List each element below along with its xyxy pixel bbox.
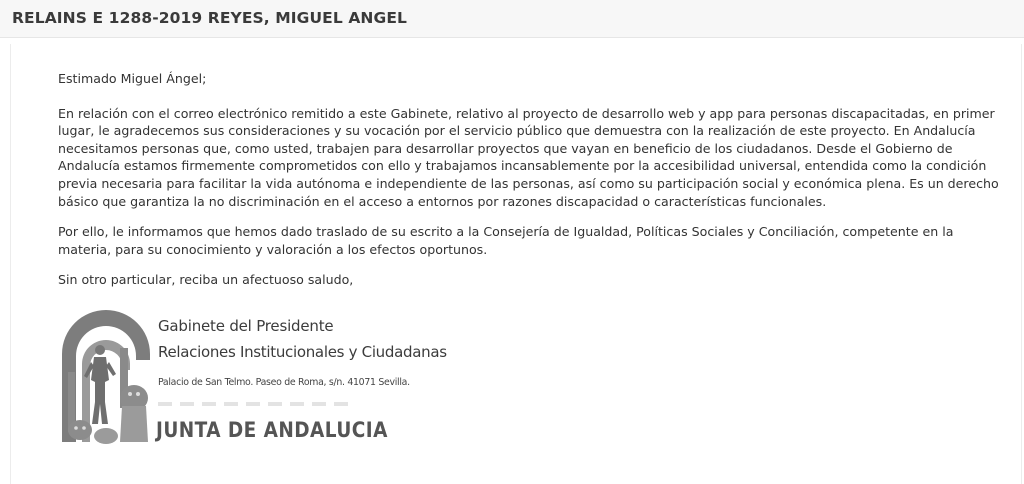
signature-subdepartment: Relaciones Institucionales y Ciudadanas bbox=[158, 343, 447, 361]
email-greeting: Estimado Miguel Ángel; bbox=[58, 71, 207, 86]
email-body bbox=[58, 70, 1008, 302]
email-paragraph: En relación con el correo electrónico remitido a este Gabinete, relativo al proyecto de desarrollo web y app para personas discapacitadas, en primer lugar, le agradecemos sus consideraciones y su vocación por el servicio público que demuestra con la realización de este proyecto. En Andalucía necesitamos personas que, como usted, trabajen para desarrollar proyectos que vayan en beneficio de los ciudadanos. Desde el Gobierno de Andalucía estamos firmemente comprometidos con ello y trabajamos incansablemente por la accesibilidad universal, entendida como la condición previa necesaria para facilitar la vida autónoma e independiente de las personas, así como su participación social y económica plena. Es un derecho básico que garantiza la no discriminación en el acceso a entornos por razones discapacidad o características funcionales. bbox=[58, 105, 999, 209]
junta-andalucia-emblem-icon bbox=[58, 302, 153, 448]
signature-department: Gabinete del Presidente bbox=[158, 317, 334, 335]
signature-faded-line bbox=[158, 402, 348, 406]
email-subject-header bbox=[0, 0, 1024, 38]
email-paragraph: Por ello, le informamos que hemos dado traslado de su escrito a la Consejería de Igualdad, Políticas Sociales y Conciliación, competente en la materia, para su conocimiento y valoración a los efectos oportunos. bbox=[58, 224, 954, 257]
signature-address: Palacio de San Telmo. Paseo de Roma, s/n. 41071 Sevilla. bbox=[158, 377, 410, 388]
email-signature bbox=[58, 302, 478, 452]
email-subject-title: RELAINS E 1288-2019 REYES, MIGUEL ANGEL bbox=[12, 9, 407, 27]
email-closing: Sin otro particular, reciba un afectuoso saludo, bbox=[58, 272, 354, 288]
signature-brand: JUNTA DE ANDALUCIA bbox=[156, 418, 388, 442]
